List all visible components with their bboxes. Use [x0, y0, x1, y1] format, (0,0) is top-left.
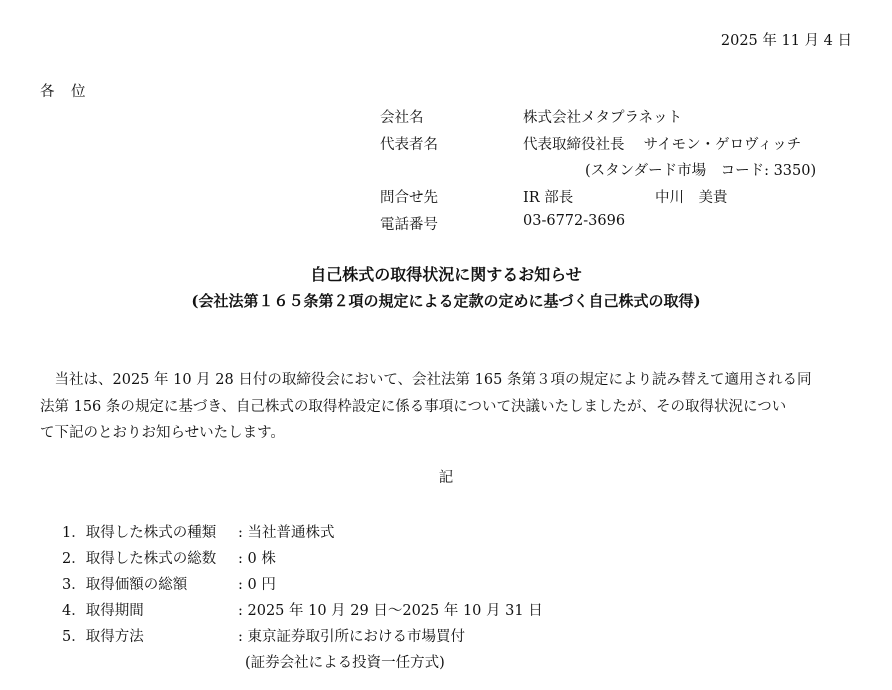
- item-value-period: : 2025 年 10 月 29 日～2025 年 10 月 31 日: [238, 603, 543, 619]
- contact-title: IR 部長: [523, 190, 574, 206]
- item-value-method-detail: (証券会社による投資一任方式): [245, 655, 445, 671]
- body-line-3: て下記のとおりお知らせいたします。: [40, 425, 285, 441]
- page-subtitle: (会社法第１６５条第２項の規定による定款の定めに基づく自己株式の取得): [191, 292, 701, 310]
- phone-label: 電話番号: [380, 217, 438, 233]
- item-label-method: 5．取得方法: [62, 629, 144, 645]
- body-line-2: 法第 156 条の規定に基づき、自己株式の取得枠設定に係る事項について決議いたしましたが、その取得状況につい: [40, 399, 787, 415]
- company-name-value: 株式会社メタプラネット: [523, 110, 683, 126]
- item-value-total: : 0 株: [238, 551, 276, 567]
- item-label-type: 1．取得した株式の種類: [62, 525, 217, 541]
- representative-value: 代表取締役社長 サイモン・ゲロヴィッチ: [523, 137, 802, 153]
- representative-label: 代表者名: [380, 137, 438, 153]
- page-title: 自己株式の取得状況に関するお知らせ: [310, 265, 582, 284]
- market-code: (スタンダード市場 コード: 3350): [585, 163, 817, 179]
- document-date: 2025 年 11 月 4 日: [720, 33, 852, 49]
- contact-name: 中川 美貴: [655, 190, 728, 206]
- item-label-total: 2．取得した株式の総数: [62, 551, 217, 567]
- item-label-period: 4．取得期間: [62, 603, 144, 619]
- body-line-1: 当社は、2025 年 10 月 28 日付の取締役会において、会社法第 165 条第３項の規定により読み替えて適用される同: [40, 372, 812, 388]
- item-value-amount: : 0 円: [238, 577, 276, 593]
- phone-value: 03-6772-3696: [523, 213, 626, 229]
- addressee: 各 位: [40, 84, 87, 100]
- item-value-type: : 当社普通株式: [238, 525, 335, 541]
- item-label-amount: 3．取得価額の総額: [62, 577, 188, 593]
- ki-heading: 記: [438, 470, 454, 486]
- item-value-method: : 東京証券取引所における市場買付: [238, 629, 465, 645]
- contact-label: 問合せ先: [380, 190, 438, 206]
- company-name-label: 会社名: [380, 110, 424, 126]
